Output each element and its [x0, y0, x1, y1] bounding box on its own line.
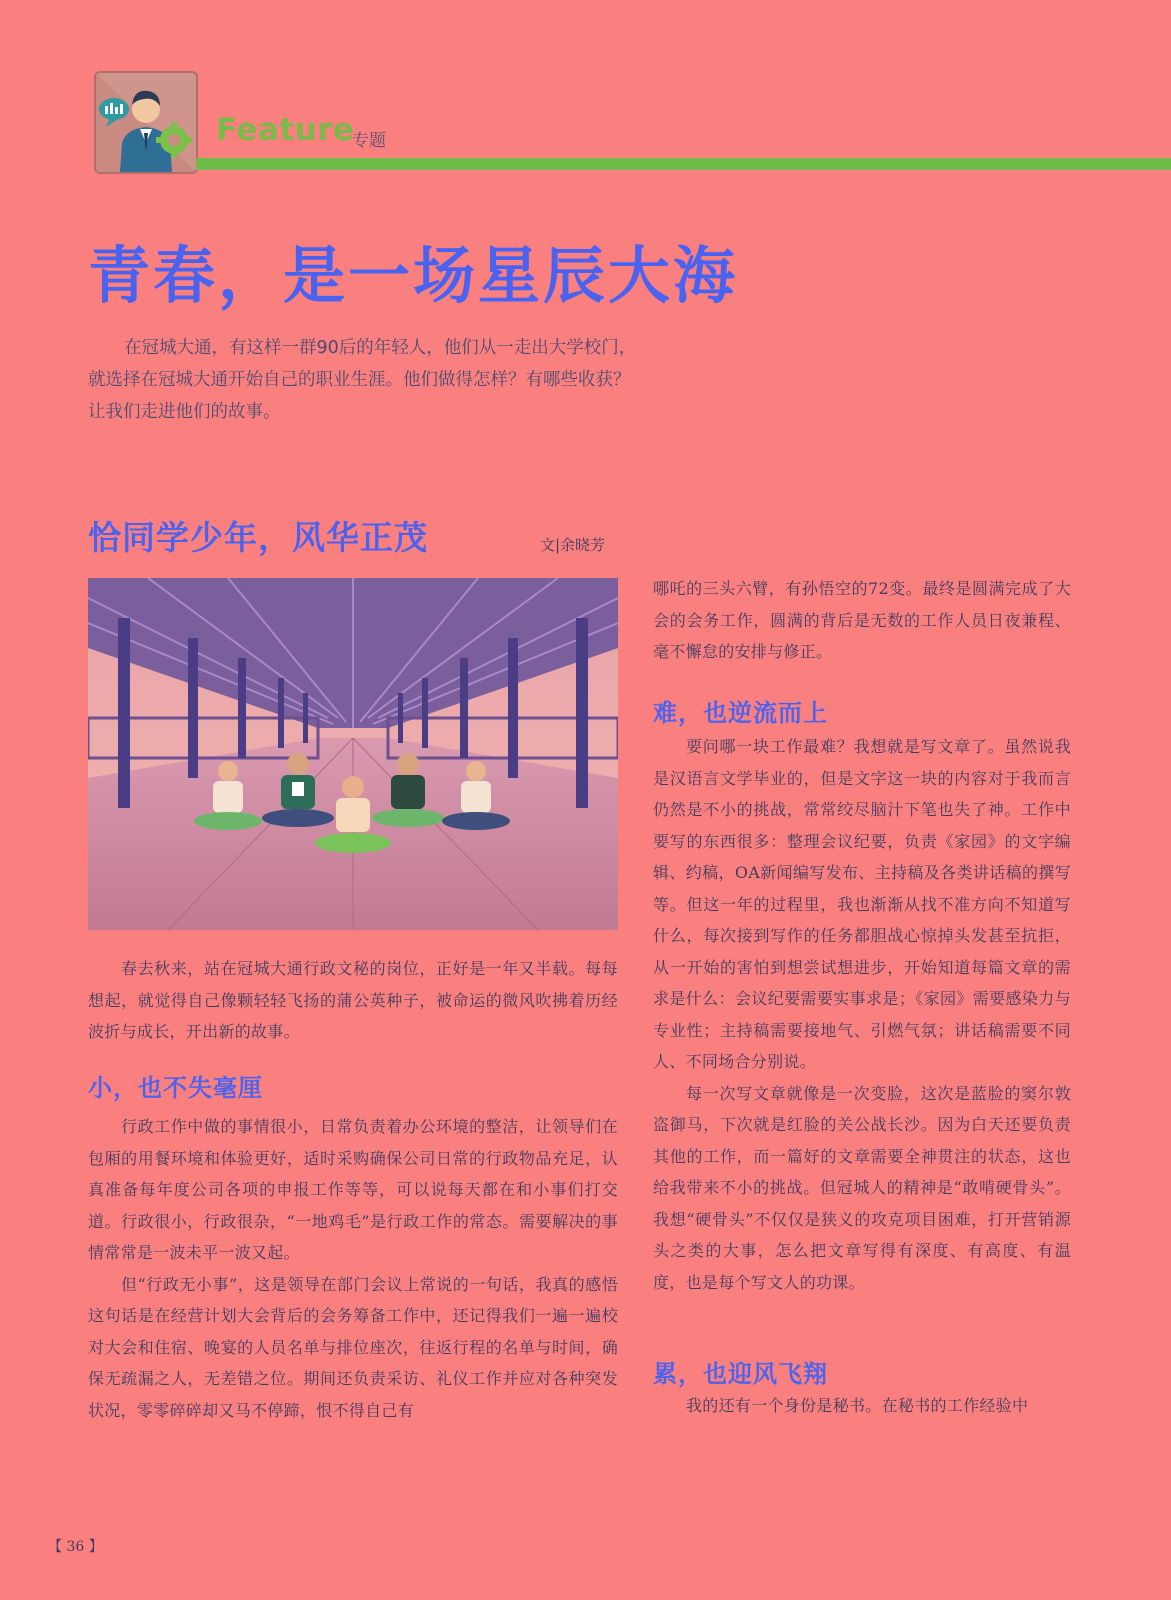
businessman-icon	[96, 73, 196, 172]
section-label-zh: 专题	[352, 131, 386, 151]
left-column-lead	[88, 953, 618, 1048]
right-column-continuation	[653, 573, 1071, 668]
right-column-tail	[653, 1390, 1071, 1422]
right-column-body	[653, 731, 1071, 1298]
article-title: 恰同学少年，风华正茂	[88, 518, 428, 557]
section-heading-tired	[653, 1359, 828, 1389]
left-column-body	[88, 1111, 618, 1426]
section-heading: 累，也迎风飞翔	[653, 1360, 828, 1388]
page-title: 青春，是一场星辰大海	[88, 239, 739, 312]
section-heading: 小，也不失毫厘	[88, 1074, 263, 1102]
intro-paragraph	[88, 332, 692, 428]
paragraph: 哪吒的三头六臂，有孙悟空的72变。最终是圆满完成了大会的会务工作，圆满的背后是无数的工作人员日夜兼程、毫不懈怠的安排与修正。	[653, 579, 1071, 661]
paragraph: 我的还有一个身份是秘书。在秘书的工作经验中	[686, 1396, 1029, 1415]
byline: 文|余晓芳	[540, 536, 606, 554]
section-heading-small	[88, 1073, 263, 1103]
paragraph: 春去秋来，站在冠城大通行政文秘的岗位，正好是一年又半载。每每想起，就觉得自己像颗轻轻飞扬的蒲公英种子，被命运的微风吹拂着历经波折与成长，开出新的故事。	[88, 959, 618, 1041]
page-number: 【 36 】	[48, 1539, 103, 1555]
paragraph: 行政工作中做的事情很小，日常负责着办公环境的整洁，让领导们在包厢的用餐环境和体验更好，适时采购确保公司日常的行政物品充足，认真准备每年度公司各项的申报工作等等，可以说每天都在和小事们打交道。行政很小，行政很杂，“一地鸡毛”是行政工作的常态。需要解决的事情常常是一波未平一波又起。	[88, 1117, 618, 1262]
intro-line: 让我们走进他们的故事。	[88, 402, 281, 422]
paragraph: 要问哪一块工作最难？我想就是写文章了。虽然说我是汉语言文学毕业的，但是文字这一块的内容对于我而言仍然是不小的挑战，常常绞尽脑汁下笔也失了神。工作中要写的东西很多：整理会议纪要，负责《家园》的文字编辑、约稿，OA新闻编写发布、主持稿及各类讲话稿的撰写等。但这一年的过程里，我也渐渐从找不准方向不知道写什么，每次接到写作的任务都胆战心惊掉头发甚至抗拒，从一开始的害怕到想尝试想进步，开始知道每篇文章的需求是什么：会议纪要需要实事求是；《家园》需要感染力与专业性；主持稿需要接地气、引燃气氛；讲话稿需要不同人、不同场合分别说。	[653, 737, 1071, 1071]
header-rule	[196, 158, 1171, 170]
section-label-en: Feature	[216, 112, 355, 148]
feature-logo	[94, 71, 198, 174]
paragraph: 但“行政无小事”，这是领导在部门会议上常说的一句话，我真的感悟这句话是在经营计划大会背后的会务筹备工作中，还记得我们一遍一遍校对大会和住宿、晚宴的人员名单与排位座次，往返行程的名单与时间，确保无疏漏之人，无差错之位。期间还负责采访、礼仪工作并应对各种突发状况，零零碎碎却又马不停蹄，恨不得自己有	[88, 1274, 618, 1420]
paragraph: 每一次写文章就像是一次变脸，这次是蓝脸的窦尔敦盗御马，下次就是红脸的关公战长沙。因为白天还要负责其他的工作，而一篇好的文章需要全神贯注的状态，这也给我带来不小的挑战。但冠城人的精神是“敢啃硬骨头”。我想“硬骨头”不仅仅是狭义的攻克项目困难，打开营销源头之类的大事，怎么把文章写得有深度、有高度、有温度，也是每个写文人的功课。	[653, 1083, 1071, 1292]
intro-line: 在冠城大通，有这样一群90后的年轻人，他们从一走出大学校门，	[124, 338, 637, 358]
section-heading: 难，也逆流而上	[653, 699, 828, 727]
group-photo	[88, 578, 618, 930]
section-heading-hard	[653, 698, 828, 728]
intro-line: 就选择在冠城大通开始自己的职业生涯。他们做得怎样？有哪些收获？	[88, 370, 631, 390]
